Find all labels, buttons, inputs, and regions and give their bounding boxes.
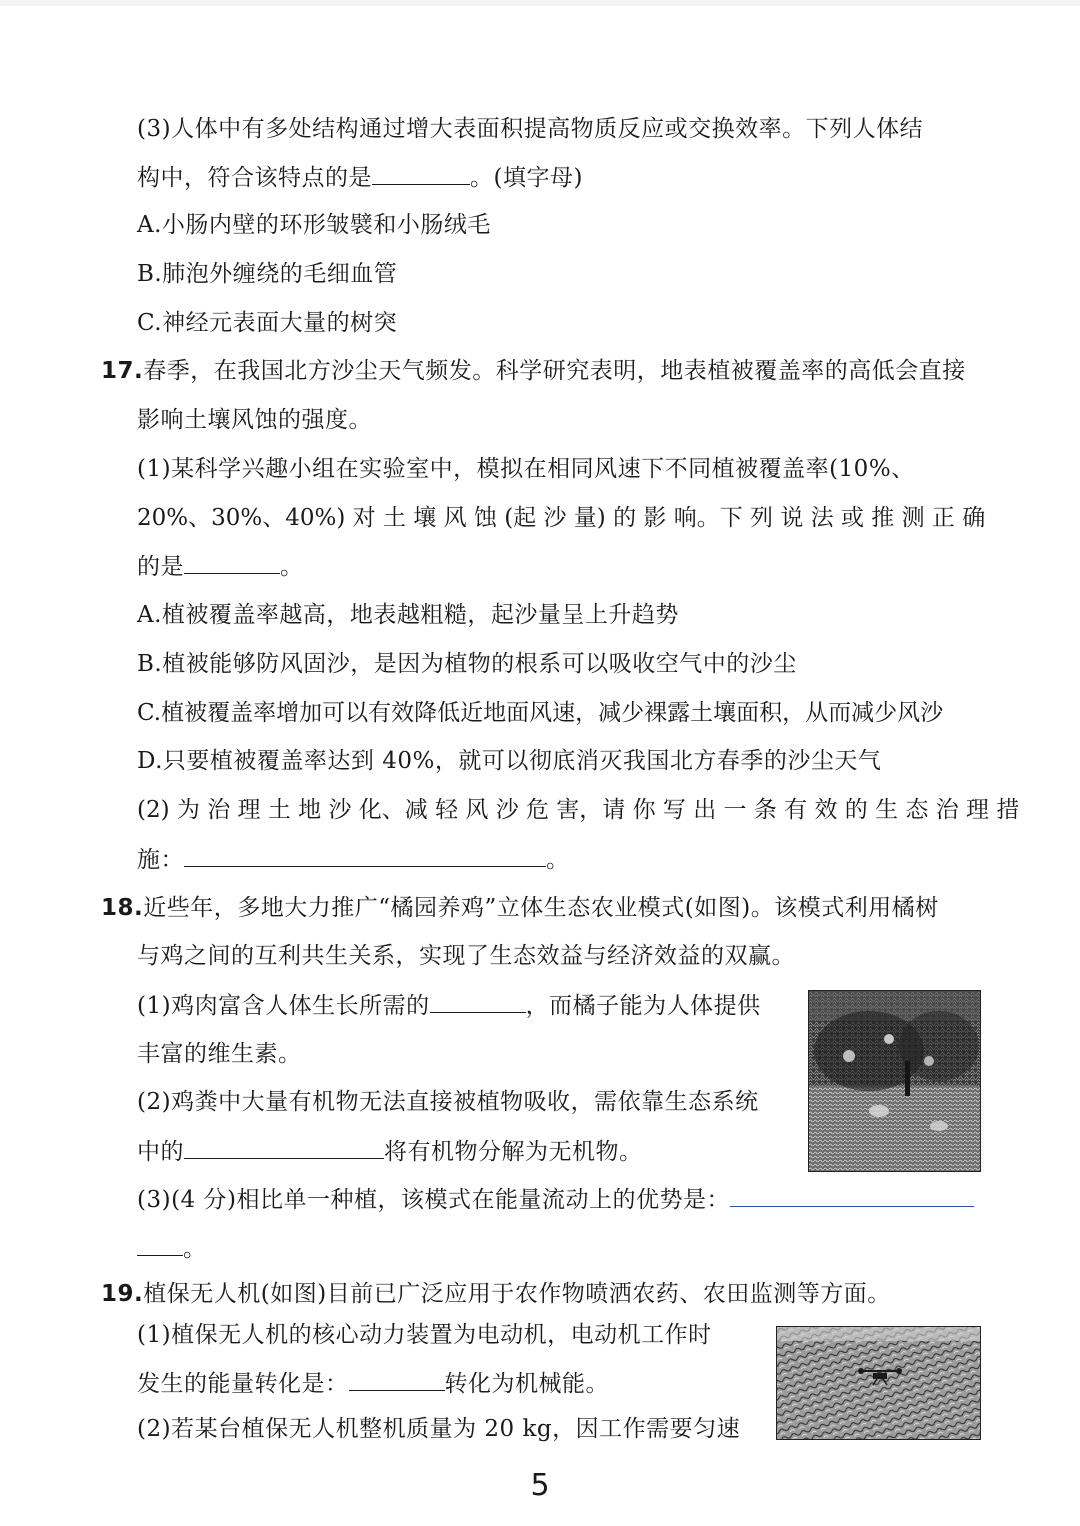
q16-part3-line2: [137, 162, 583, 193]
q17-part1-text-post: 。: [280, 554, 304, 580]
q17-part1-line1: (1)某科学兴趣小组在实验室中，模拟在相同风速下不同植被覆盖率(10%、: [137, 456, 915, 482]
q18-part2-line2: [137, 1136, 643, 1167]
q18-stem-text: 近些年，多地大力推广“橘园养鸡”立体生态农业模式(如图)。该模式利用橘树: [143, 895, 939, 921]
page-top-edge: [0, 0, 1080, 6]
q18-part2-answer-blank[interactable]: [184, 1136, 384, 1159]
q18-part1-line1: [137, 990, 761, 1021]
q19-part1-line1: (1)植保无人机的核心动力装置为电动机，电动机工作时: [137, 1322, 712, 1348]
q18-number: 18.: [101, 895, 144, 921]
q17-part2-answer-blank[interactable]: [184, 844, 546, 867]
q17-number: 17.: [101, 358, 144, 384]
q18-part3-text-post: 。: [183, 1236, 207, 1262]
q18-part3-answer-blank[interactable]: [730, 1184, 974, 1207]
q16-part3-line1: (3)人体中有多处结构通过增大表面积提高物质反应或交换效率。下列人体结: [137, 116, 924, 142]
q17-part2-line2: [137, 844, 570, 875]
q17-option-c: C.植被覆盖率增加可以有效降低近地面风速，减少裸露土壤面积，从而减少风沙: [137, 700, 944, 726]
q19-part1-line2: [137, 1368, 609, 1399]
q17-option-a: A.植被覆盖率越高，地表越粗糙，起沙量呈上升趋势: [137, 602, 679, 628]
q17-part1-answer-blank[interactable]: [184, 551, 280, 574]
q18-stem-line1: [101, 893, 939, 923]
q19-stem-line1: [101, 1279, 891, 1309]
q18-part3-line2: [137, 1233, 207, 1264]
q16-part3-text-post: 。(填字母): [470, 165, 583, 191]
q18-part3-answer-blank-cont[interactable]: [137, 1233, 183, 1256]
q16-option-b: B.肺泡外缠绕的毛细血管: [137, 261, 398, 287]
q18-stem-line2: 与鸡之间的互利共生关系，实现了生态效益与经济效益的双赢。: [137, 943, 795, 969]
q17-part1-line2: 20%、30%、40%) 对 土 壤 风 蚀 (起 沙 量) 的 影 响。下 列 说 法 或 推 测 正 确: [137, 505, 986, 531]
q16-option-c: C.神经元表面大量的树突: [137, 310, 398, 336]
q17-stem-line1: [101, 356, 966, 386]
q19-part1-text-pre: 发生的能量转化是：: [137, 1371, 349, 1397]
q17-option-b: B.植被能够防风固沙，是因为植物的根系可以吸收空气中的沙尘: [137, 651, 797, 677]
q18-part2-text-post: 将有机物分解为无机物。: [384, 1139, 643, 1165]
drone-field-photo: [776, 1326, 981, 1440]
q16-part3-text-pre: 构中，符合该特点的是: [137, 165, 372, 191]
drone-field-image: [777, 1327, 980, 1439]
q17-part1-line3: [137, 551, 304, 582]
q19-part1-text-post: 转化为机械能。: [444, 1371, 609, 1397]
q17-part2-line1: (2) 为 治 理 土 地 沙 化、减 轻 风 沙 危 害，请 你 写 出 一 条 有 效 的 生 态 治 理 措: [137, 797, 1020, 823]
q18-part1-answer-blank[interactable]: [430, 990, 526, 1013]
q17-stem-text: 春季，在我国北方沙尘天气频发。科学研究表明，地表植被覆盖率的高低会直接: [143, 358, 966, 384]
q18-part1-line2: 丰富的维生素。: [137, 1041, 302, 1067]
q19-number: 19.: [101, 1281, 144, 1307]
q16-answer-blank[interactable]: [372, 162, 470, 185]
q18-part2-line1: (2)鸡粪中大量有机物无法直接被植物吸收，需依靠生态系统: [137, 1089, 759, 1115]
orchard-chicken-photo: [808, 990, 981, 1172]
page-number: 5: [530, 1468, 550, 1503]
q17-part1-text-pre: 的是: [137, 554, 184, 580]
q19-part2-line1: (2)若某台植保无人机整机质量为 20 kg，因工作需要匀速: [137, 1416, 741, 1442]
q17-part2-text-post: 。: [546, 847, 570, 873]
q17-stem-line2: 影响土壤风蚀的强度。: [137, 407, 372, 433]
q18-part3-line1: [137, 1184, 974, 1215]
q19-part1-answer-blank[interactable]: [349, 1368, 445, 1391]
q18-part3-text: (3)(4 分)相比单一种植，该模式在能量流动上的优势是：: [137, 1187, 730, 1213]
q17-part2-text-pre: 施：: [137, 847, 184, 873]
q16-option-a: A.小肠内壁的环形皱襞和小肠绒毛: [137, 212, 491, 238]
q17-option-d: D.只要植被覆盖率达到 40%，就可以彻底消灭我国北方春季的沙尘天气: [137, 748, 882, 774]
orchard-chicken-image: [809, 991, 980, 1171]
q18-part2-text-pre: 中的: [137, 1139, 184, 1165]
q18-part1-text-pre: (1)鸡肉富含人体生长所需的: [137, 993, 430, 1019]
q19-stem-text: 植保无人机(如图)目前已广泛应用于农作物喷洒农药、农田监测等方面。: [143, 1281, 891, 1307]
q18-part1-text-post: ，而橘子能为人体提供: [525, 993, 761, 1019]
